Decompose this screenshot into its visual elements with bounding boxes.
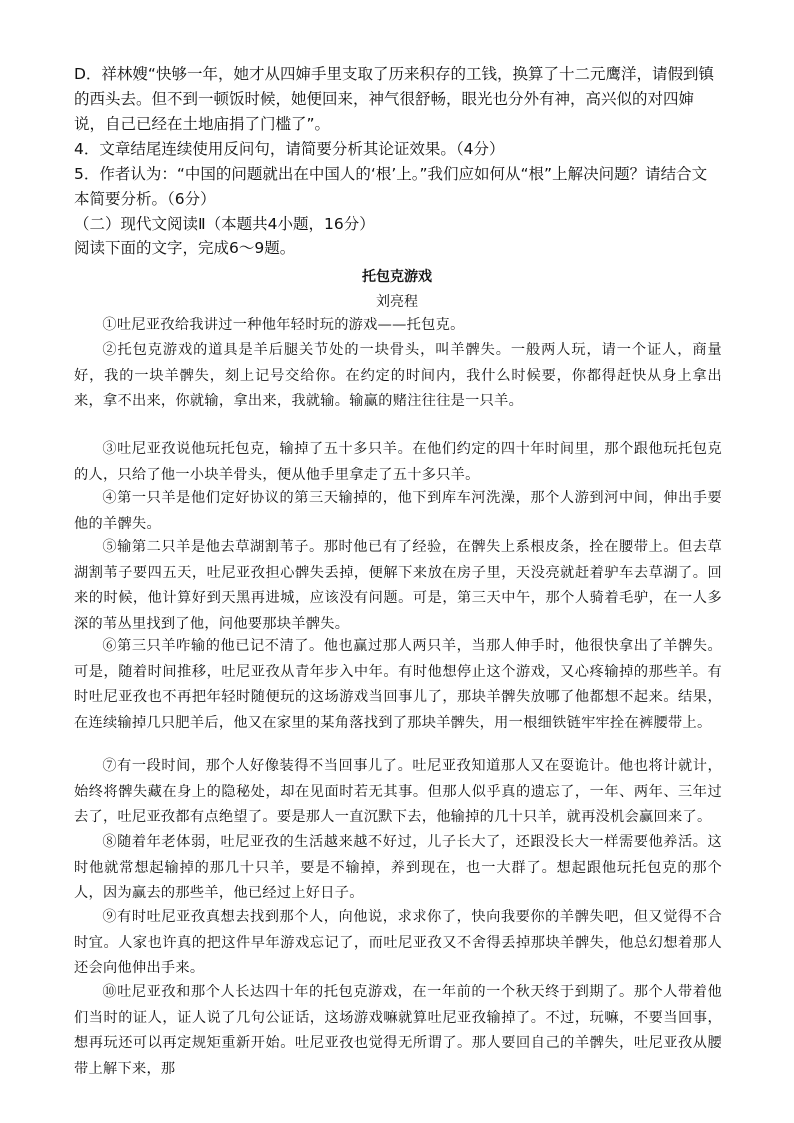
section-heading: （二）现代文阅读Ⅱ（本题共4小题，16分） bbox=[74, 215, 375, 233]
paragraph-9: ⑨有时吐尼亚孜真想去找到那个人，向他说，求求你了，快向我要你的羊髀失吧，但又觉得不合时宜。人家也许真的把这件早年游戏忘记了，而吐尼亚孜又不舍得丢掉那块羊髀失，他总幻想着那人还会向他伸出手来。 bbox=[74, 909, 722, 976]
question-5: 5．作者认为：“中国的问题就出在中国人的‘根’上。”我们应如何从“根”上解决问题？请结合文本简要分析。（6分） bbox=[74, 165, 708, 208]
paragraph-7: ⑦有一段时间，那个人好像装得不当回事儿了。吐尼亚孜知道那人又在耍诡计。他也将计就计，始终将髀失藏在身上的隐秘处，却在见面时若无其事。但那人似乎真的遗忘了，一年、两年、三年过去了，吐尼亚孜都有点绝望了。要是那人一直沉默下去，他输掉的几十只羊，就再没机会赢回来了。 bbox=[74, 758, 722, 825]
article-title: 托包克游戏 bbox=[362, 269, 432, 285]
paragraph-8: ⑧随着年老体弱，吐尼亚孜的生活越来越不好过，儿子长大了，还跟没长大一样需要他养活。这时他就常想起输掉的那几十只羊，要是不输掉，养到现在，也一大群了。想起跟他玩托包克的那个人，因为赢去的那些羊，他已经过上好日子。 bbox=[74, 834, 722, 901]
article-author: 刘亮程 bbox=[376, 294, 418, 310]
paragraph-6: ⑥第三只羊咋输的他已记不清了。他也赢过那人两只羊，当那人伸手时，他很快拿出了羊髀失。可是，随着时间推移，吐尼亚孜从青年步入中年。有时他想停止这个游戏，又心疼输掉的那些羊。有时吐尼亚孜也不再把年轻时随便玩的这场游戏当回事儿了，那块羊髀失放哪了他都想不起来。结果，在连续输掉几只肥羊后，他又在家里的某角落找到了那块羊髀失，用一根细铁链牢牢拴在裤腰带上。 bbox=[74, 638, 722, 731]
paragraph-3: ③吐尼亚孜说他玩托包克，输掉了五十多只羊。在他们约定的四十年时间里，那个跟他玩托包克的人，只给了他一小块羊骨头，便从他手里拿走了五十多只羊。 bbox=[74, 441, 722, 483]
option-d-text: D．祥林嫂“快够一年，她才从四婶手里支取了历来积存的工钱，换算了十二元鹰洋，请假到镇的西头去。但不到一顿饭时候，她便回来，神气很舒畅，眼光也分外有神，高兴似的对四婶说，自己已经在土地庙捐了门槛了”。 bbox=[74, 65, 714, 133]
paragraph-5: ⑤输第二只羊是他去草湖割苇子。那时他已有了经验，在髀失上系根皮条，拴在腰带上。但去草湖割苇子要四五天，吐尼亚孜担心髀失丢掉，便解下来放在房子里，天没亮就赶着驴车去草湖了。回来的时候，他计算好到天黑再进城，应该没有问题。可是，第三天中午，那个人骑着毛驴，在一人多深的苇丛里找到了他，问他要那块羊髀失。 bbox=[74, 539, 722, 632]
paragraph-2: ②托包克游戏的道具是羊后腿关节处的一块骨头，叫羊髀失。一般两人玩，请一个证人，商量好，我的一块羊髀失，刻上记号交给你。在约定的时间内，我什么时候要，你都得赶快从身上拿出来，拿不出来，你就输，拿出来，我就输。输赢的赌注往往是一只羊。 bbox=[74, 342, 722, 409]
paragraph-1: ①吐尼亚孜给我讲过一种他年轻时玩的游戏——托包克。 bbox=[102, 317, 465, 333]
paragraph-10: ⑩吐尼亚孜和那个人长达四十年的托包克游戏，在一年前的一个秋天终于到期了。那个人带着他们当时的证人，证人说了几句公证话，这场游戏嘛就算吐尼亚孜输掉了。不过，玩嘛，不要当回事，想再玩还可以再定规矩重新开始。吐尼亚孜也觉得无所谓了。那人要回自己的羊髀失，吐尼亚孜从腰带上解下来，那 bbox=[74, 984, 722, 1077]
reading-instruction: 阅读下面的文字，完成6～9题。 bbox=[74, 239, 296, 257]
question-4: 4．文章结尾连续使用反问句，请简要分析其论证效果。（4分） bbox=[74, 140, 505, 158]
paragraph-4: ④第一只羊是他们定好协议的第三天输掉的，他下到库车河洗澡，那个人游到河中间，伸出手要他的羊髀失。 bbox=[74, 490, 722, 532]
